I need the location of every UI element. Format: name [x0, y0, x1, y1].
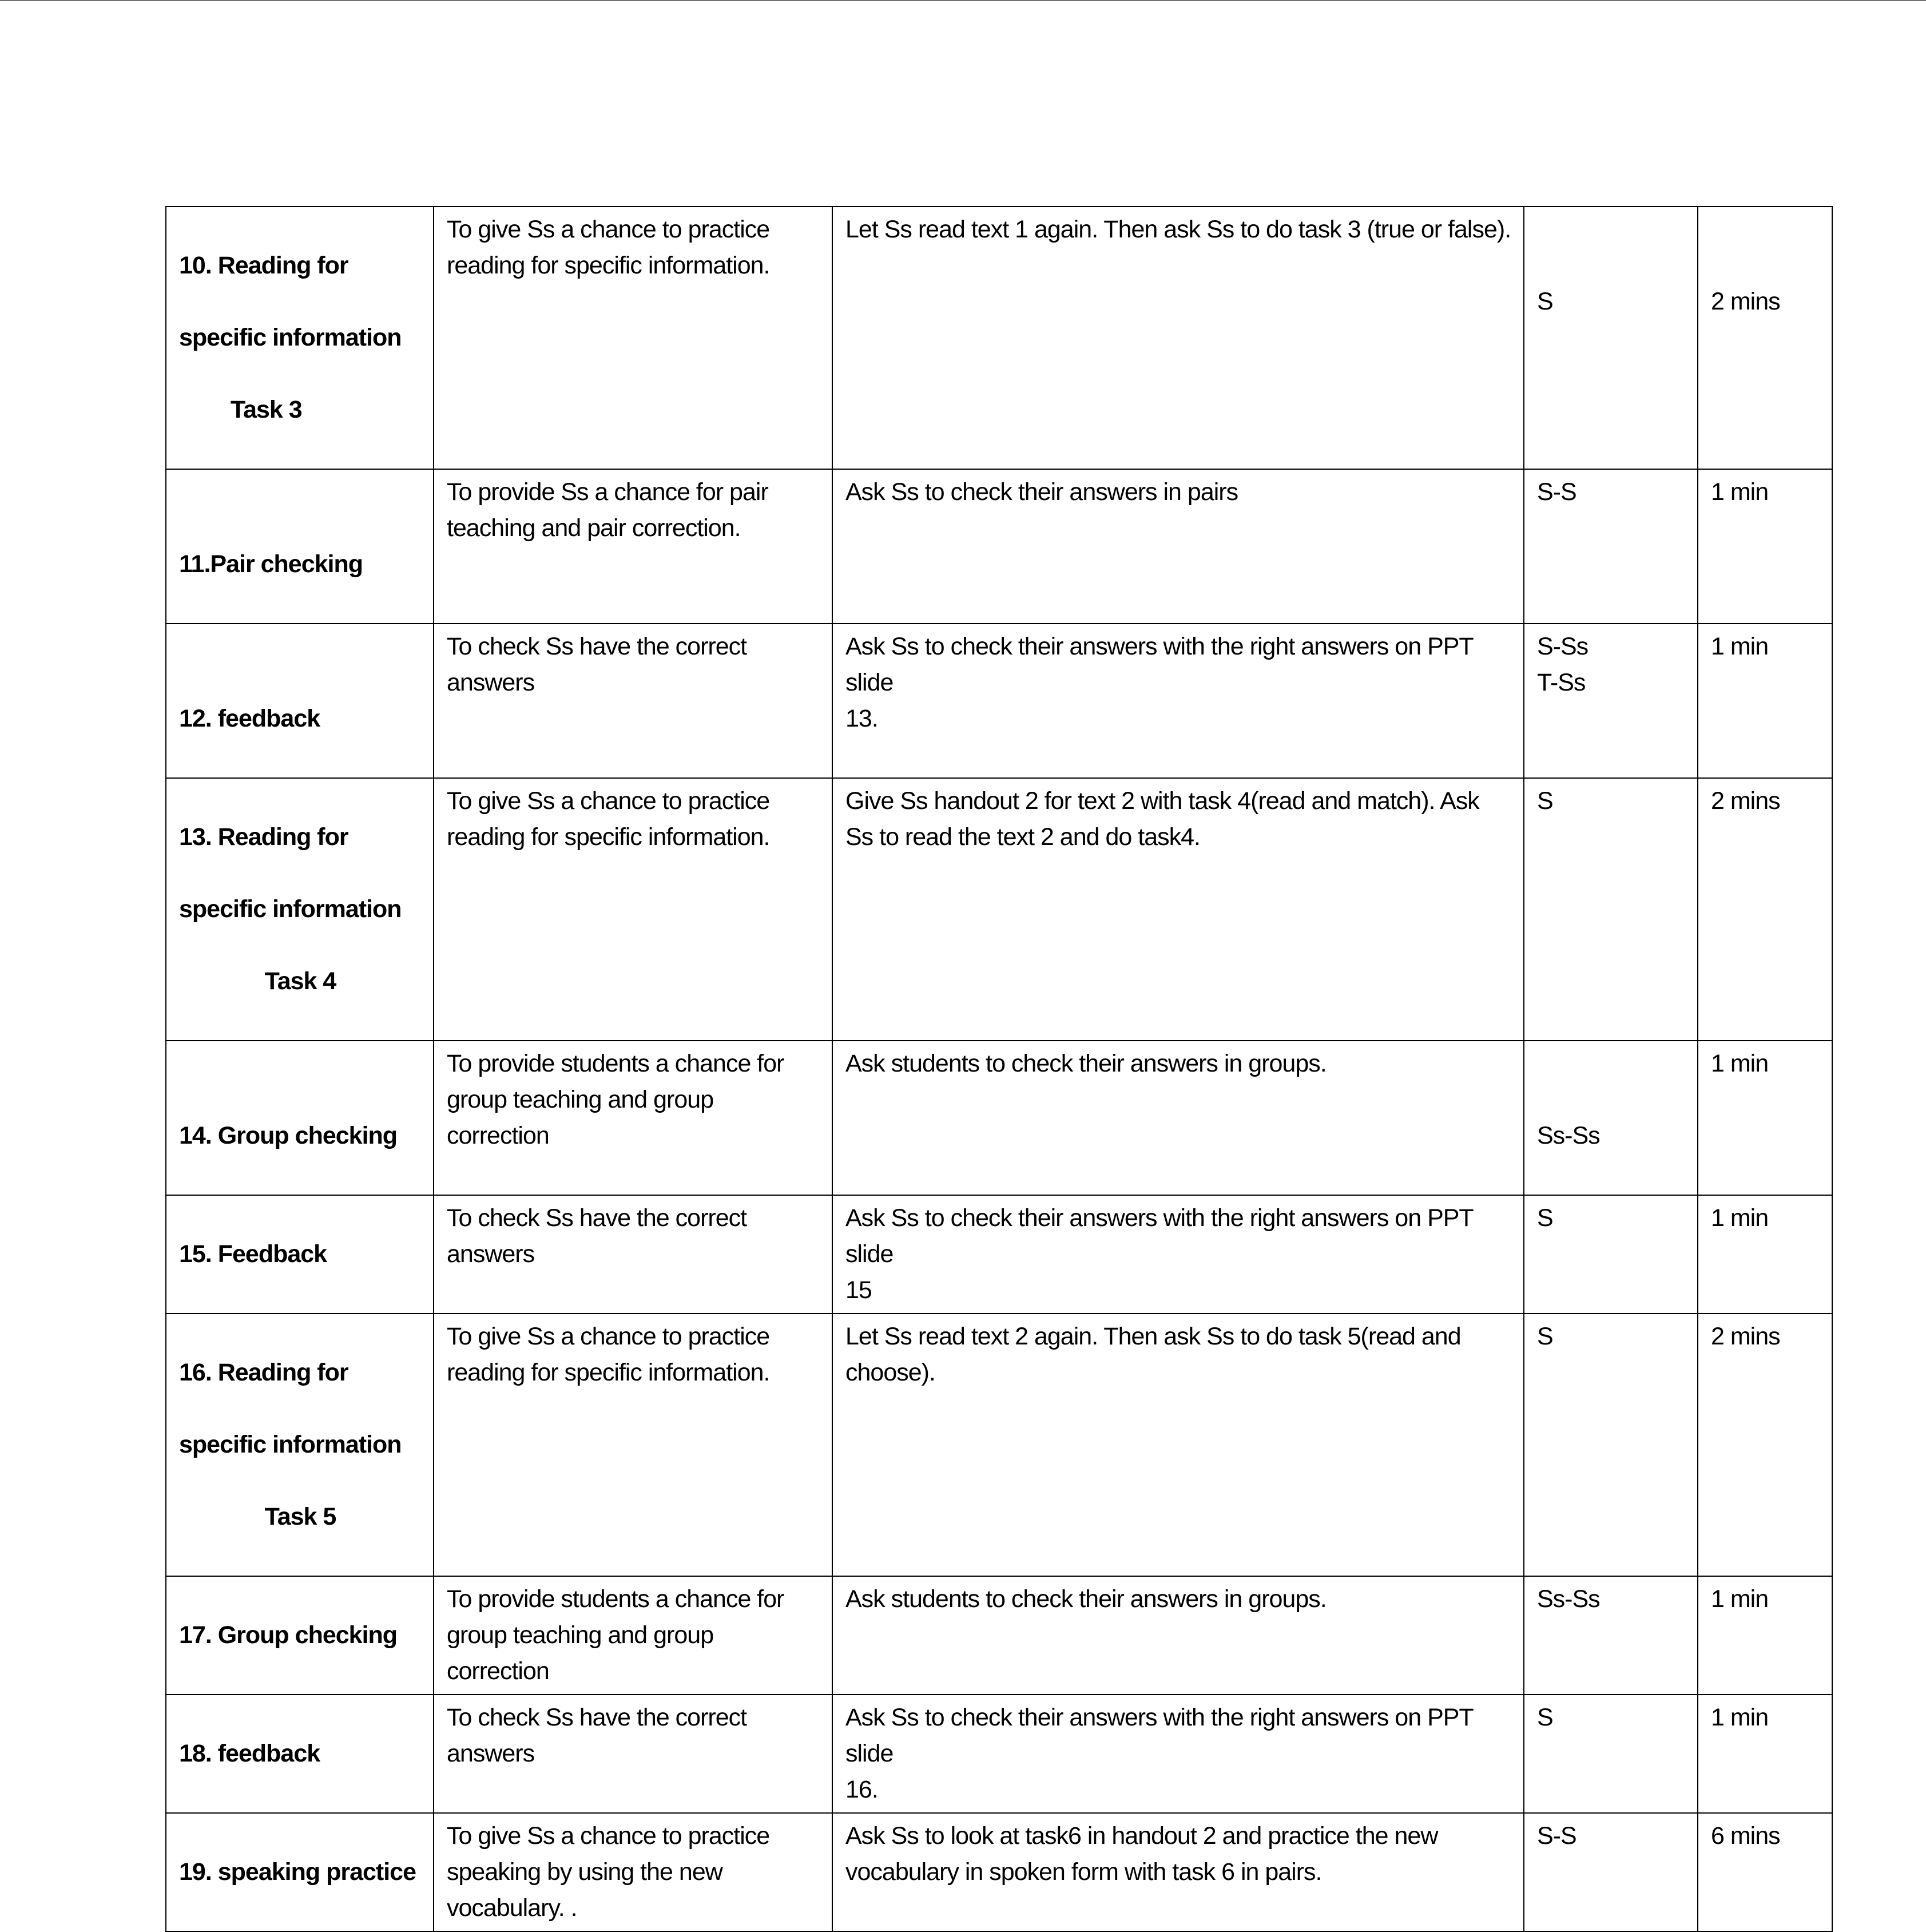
aim-cell: To check Ss have the correct answers: [434, 624, 832, 778]
procedure-cell: Ask students to check their answers in groups.: [832, 1576, 1524, 1695]
aim-cell: To give Ss a chance to practice reading for specific information.: [434, 778, 832, 1041]
procedure-cell: Let Ss read text 1 again. Then ask Ss to do task 3 (true or false).: [832, 207, 1524, 469]
time-cell: 6 mins: [1698, 1813, 1832, 1931]
stage-text: 15. Feedback: [179, 1240, 327, 1268]
procedure-cell: Ask Ss to check their answers in pairs: [832, 469, 1524, 624]
stage-text: Task 4: [264, 967, 336, 995]
table-row: [166, 207, 1832, 469]
stage-cell: [166, 1695, 434, 1813]
stage-cell: [166, 1576, 434, 1695]
table-row: [166, 469, 1832, 624]
stage-text: Task 5: [264, 1503, 336, 1530]
time-cell: 1 min: [1698, 469, 1832, 624]
interaction-cell: S-S: [1524, 1813, 1698, 1931]
aim-cell: To provide students a chance for group teaching and group correction: [434, 1041, 832, 1195]
stage-cell: [166, 1195, 434, 1314]
interaction-cell: S: [1524, 1195, 1698, 1314]
stage-cell: [166, 778, 434, 1041]
time-cell: 2 mins: [1698, 778, 1832, 1041]
stage-cell: [166, 1813, 434, 1931]
stage-text: 10. Reading for: [179, 252, 348, 279]
procedure-cell: Ask Ss to look at task6 in handout 2 and practice the new vocabulary in spoken form with task 6 in pairs.: [832, 1813, 1524, 1931]
table-row: [166, 624, 1832, 778]
table-row: [166, 1041, 1832, 1195]
stage-text: 14. Group checking: [179, 1122, 398, 1149]
stage-cell: [166, 469, 434, 624]
stage-text: 16. Reading for: [179, 1359, 348, 1386]
stage-text: 11.Pair checking: [179, 550, 363, 578]
stage-text: 12. feedback: [179, 705, 320, 732]
interaction-cell: [1524, 207, 1698, 469]
interaction-text: Ss-Ss: [1537, 1122, 1600, 1149]
lesson-plan-table: [165, 206, 1833, 1932]
time-cell: 1 min: [1698, 1195, 1832, 1314]
time-cell: 1 min: [1698, 1041, 1832, 1195]
time-cell: 1 min: [1698, 1695, 1832, 1813]
aim-cell: To check Ss have the correct answers: [434, 1695, 832, 1813]
stage-text: specific information: [179, 324, 402, 351]
time-cell: [1698, 207, 1832, 469]
stage-cell: [166, 1314, 434, 1576]
interaction-cell: Ss-Ss: [1524, 1576, 1698, 1695]
interaction-cell: [1524, 1041, 1698, 1195]
table-row: [166, 1576, 1832, 1695]
stage-text: 17. Group checking: [179, 1621, 398, 1649]
procedure-cell: Ask Ss to check their answers with the right answers on PPT slide 16.: [832, 1695, 1524, 1813]
interaction-cell: S: [1524, 1695, 1698, 1813]
procedure-cell: Let Ss read text 2 again. Then ask Ss to do task 5(read and choose).: [832, 1314, 1524, 1576]
procedure-cell: Give Ss handout 2 for text 2 with task 4(read and match). Ask Ss to read the text 2 and do task4.: [832, 778, 1524, 1041]
table-row: [166, 1695, 1832, 1813]
procedure-cell: Ask Ss to check their answers with the right answers on PPT slide 13.: [832, 624, 1524, 778]
interaction-cell: S: [1524, 778, 1698, 1041]
page-top-edge: [0, 0, 1926, 1]
stage-text: 13. Reading for: [179, 823, 348, 851]
table-row: [166, 1813, 1832, 1931]
stage-text: specific information: [179, 895, 402, 923]
interaction-cell: S-Ss T-Ss: [1524, 624, 1698, 778]
table-row: [166, 1314, 1832, 1576]
stage-text: Task 3: [231, 396, 302, 423]
time-text: 2 mins: [1711, 288, 1780, 315]
interaction-cell: S: [1524, 1314, 1698, 1576]
time-cell: 2 mins: [1698, 1314, 1832, 1576]
table-row: [166, 1195, 1832, 1314]
aim-cell: To give Ss a chance to practice speaking by using the new vocabulary. .: [434, 1813, 832, 1931]
time-cell: 1 min: [1698, 624, 1832, 778]
stage-cell: [166, 624, 434, 778]
stage-text: specific information: [179, 1431, 402, 1458]
aim-cell: To provide Ss a chance for pair teaching and pair correction.: [434, 469, 832, 624]
aim-cell: To check Ss have the correct answers: [434, 1195, 832, 1314]
stage-cell: [166, 1041, 434, 1195]
procedure-cell: Ask Ss to check their answers with the right answers on PPT slide 15: [832, 1195, 1524, 1314]
stage-text: 18. feedback: [179, 1740, 320, 1767]
aim-cell: To give Ss a chance to practice reading for specific information.: [434, 207, 832, 469]
interaction-cell: S-S: [1524, 469, 1698, 624]
aim-cell: To give Ss a chance to practice reading for specific information.: [434, 1314, 832, 1576]
aim-cell: To provide students a chance for group teaching and group correction: [434, 1576, 832, 1695]
stage-text: 19. speaking practice: [179, 1858, 416, 1886]
procedure-cell: Ask students to check their answers in groups.: [832, 1041, 1524, 1195]
time-cell: 1 min: [1698, 1576, 1832, 1695]
interaction-text: S: [1537, 288, 1553, 315]
stage-cell: [166, 207, 434, 469]
table-row: [166, 778, 1832, 1041]
